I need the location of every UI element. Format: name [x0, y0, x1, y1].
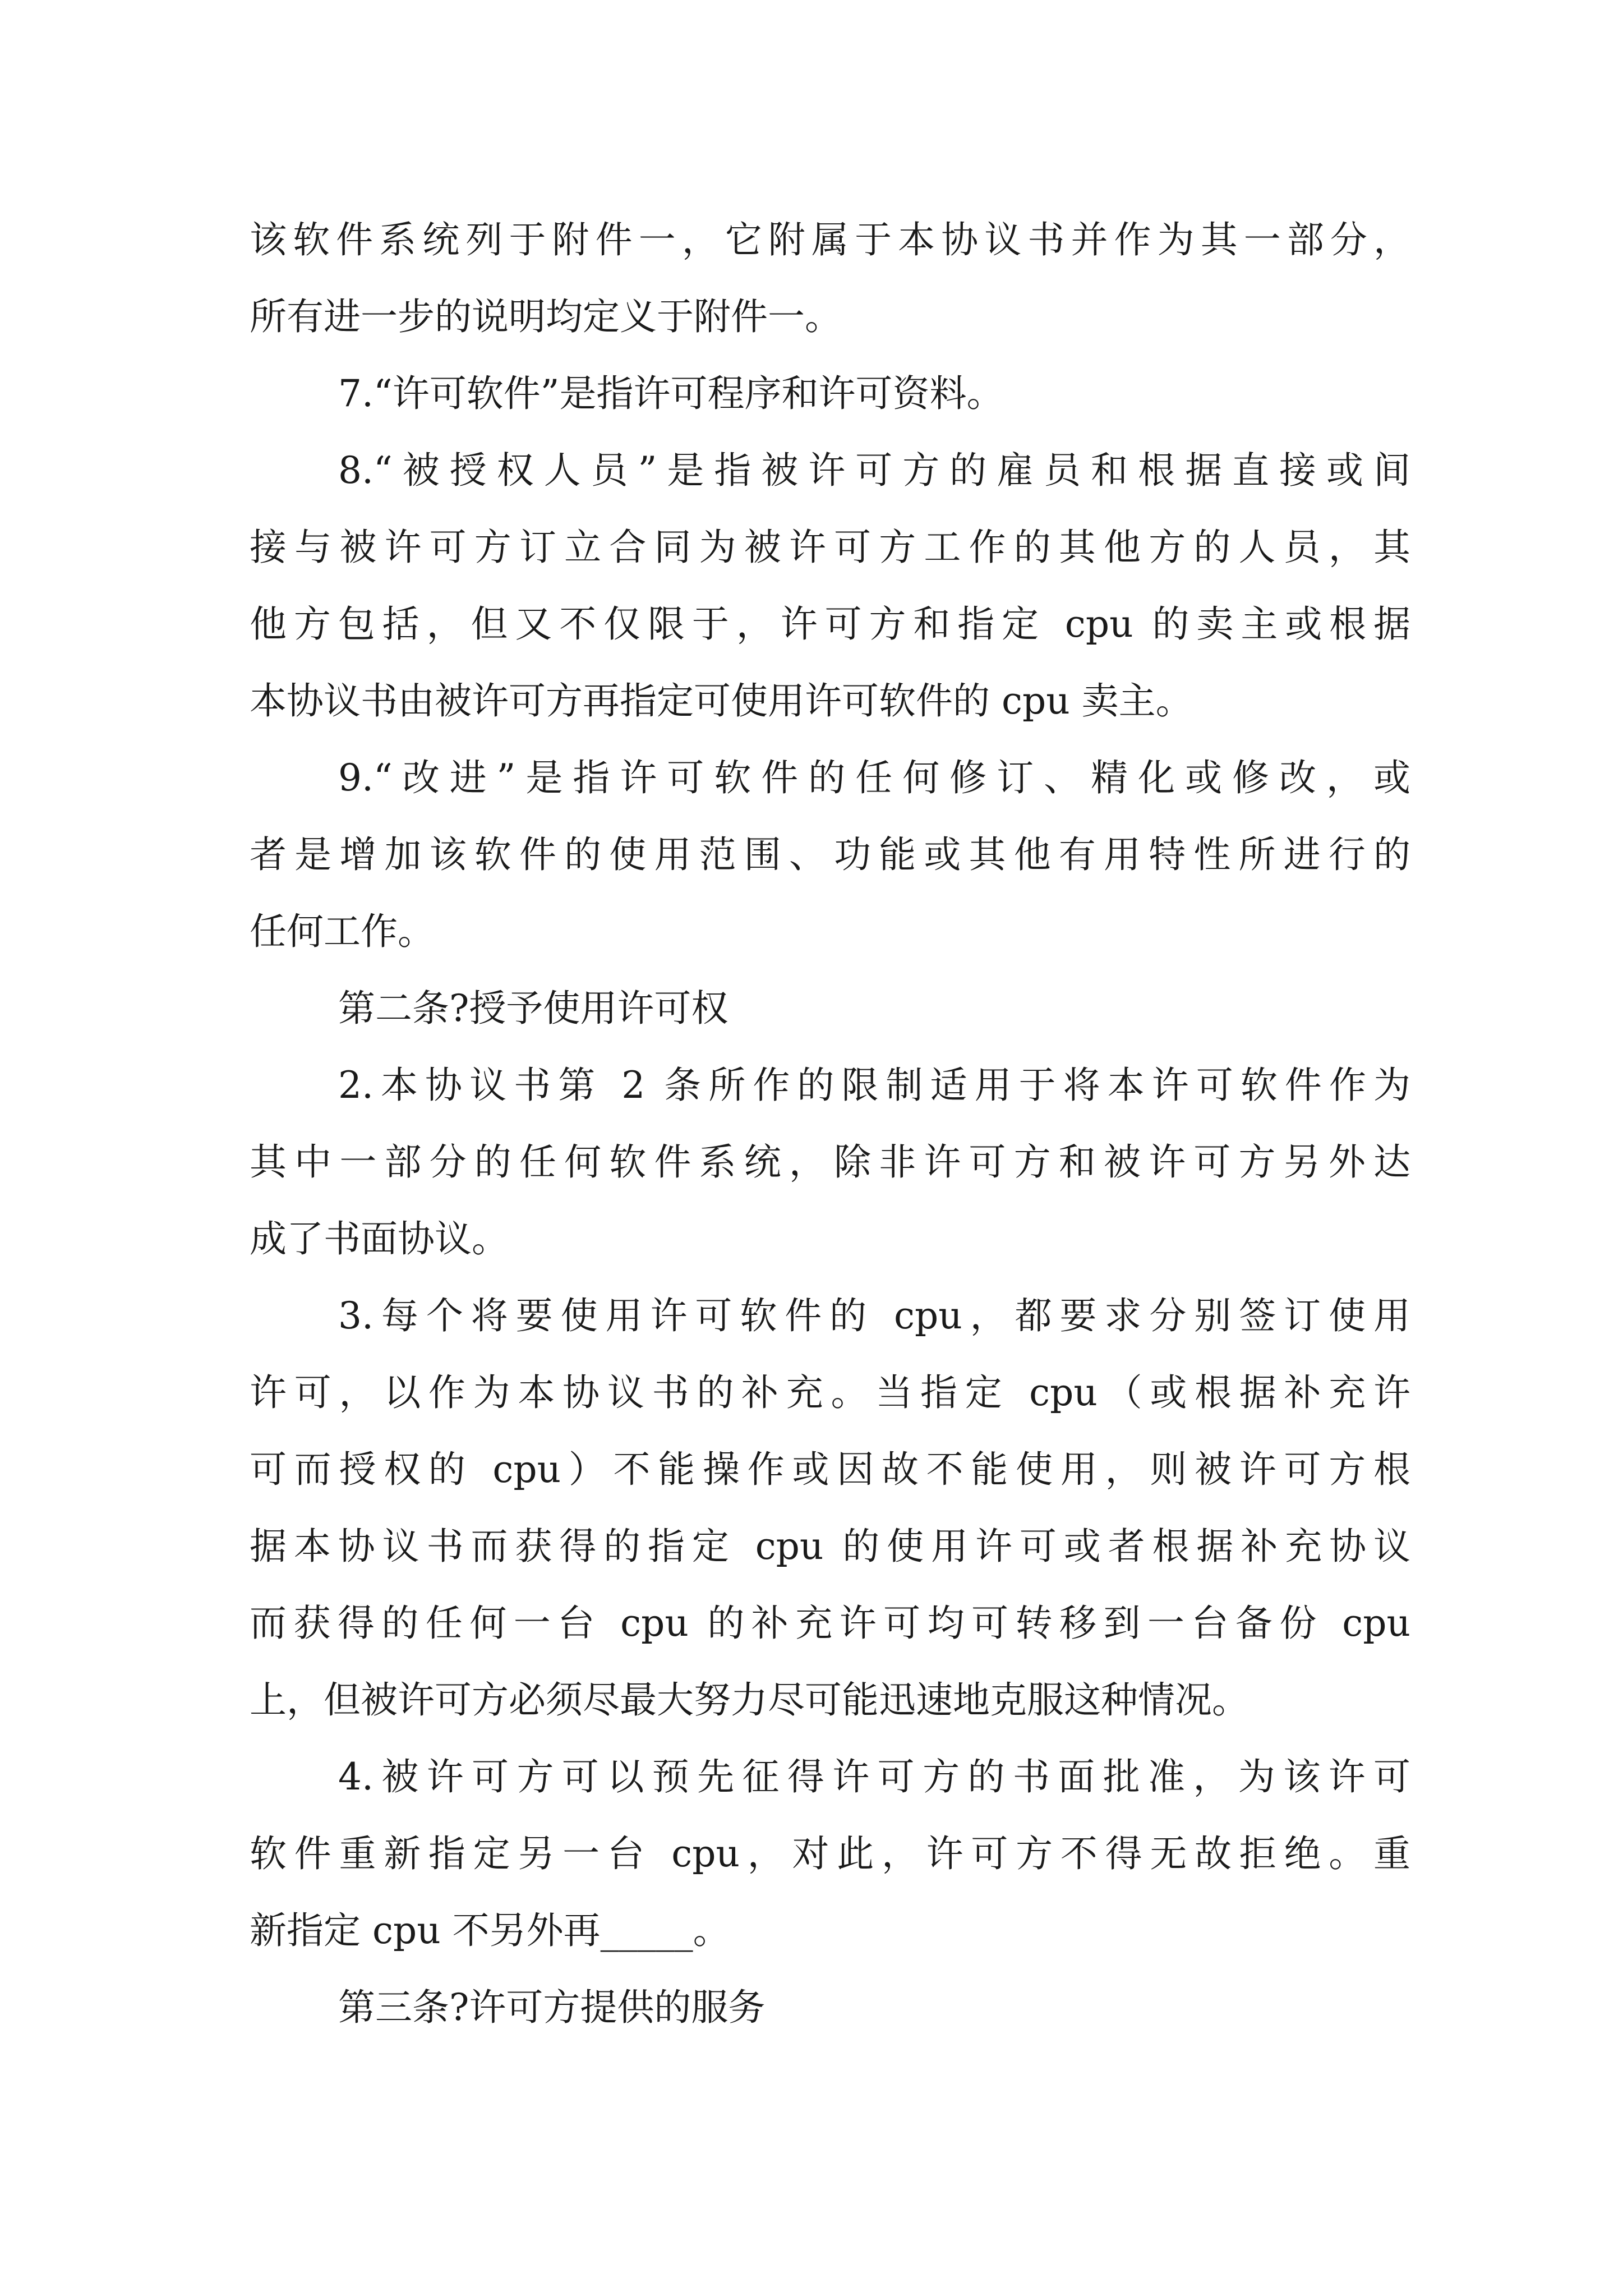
text-line: 7.“许可软件”是指许可程序和许可资料。	[338, 372, 1004, 415]
text-line: 3.每个将要使用许可软件的 cpu，都要求分别签订使用	[338, 1294, 1410, 1337]
text-line: 所有进一步的说明均定义于附件一。	[250, 295, 842, 338]
text-line: 上，但被许可方必须尽最大努力尽可能迅速地克服这种情况。	[250, 1678, 1249, 1722]
text-line: 该软件系统列于附件一，它附属于本协议书并作为其一部分，	[250, 218, 1410, 261]
text-line: 他方包括，但又不仅限于，许可方和指定 cpu 的卖主或根据	[250, 602, 1410, 646]
text-line: 可而授权的 cpu）不能操作或因故不能使用，则被许可方根	[250, 1448, 1410, 1491]
text-line: 接与被许可方订立合同为被许可方工作的其他方的人员，其	[250, 526, 1410, 569]
text-line: 9.“改进”是指许可软件的任何修订、精化或修改，或	[338, 756, 1410, 799]
text-line: 而获得的任何一台 cpu 的补充许可均可转移到一台备份 cpu	[250, 1602, 1410, 1645]
text-line: 许可，以作为本协议书的补充。当指定 cpu（或根据补充许	[250, 1371, 1410, 1414]
text-line: 据本协议书而获得的指定 cpu 的使用许可或者根据补充协议	[250, 1525, 1410, 1568]
section-heading: 第二条?授予使用许可权	[338, 987, 728, 1030]
text-line: 任何工作。	[250, 910, 435, 953]
text-line: 软件重新指定另一台 cpu，对此，许可方不得无故拒绝。重	[250, 1832, 1410, 1875]
text-line: 8.“被授权人员”是指被许可方的雇员和根据直接或间	[338, 449, 1410, 492]
text-line: 本协议书由被许可方再指定可使用许可软件的 cpu 卖主。	[250, 679, 1193, 723]
text-line: 新指定 cpu 不另外再_____。	[250, 1909, 730, 1952]
section-heading: 第三条?许可方提供的服务	[338, 1986, 766, 2029]
text-line: 其中一部分的任何软件系统，除非许可方和被许可方另外达	[250, 1140, 1410, 1184]
text-line: 2.本协议书第 2 条所作的限制适用于将本许可软件作为	[338, 1064, 1410, 1107]
text-line: 者是增加该软件的使用范围、功能或其他有用特性所进行的	[250, 833, 1410, 876]
text-line: 4.被许可方可以预先征得许可方的书面批准，为该许可	[338, 1755, 1410, 1798]
text-line: 成了书面协议。	[250, 1217, 509, 1260]
